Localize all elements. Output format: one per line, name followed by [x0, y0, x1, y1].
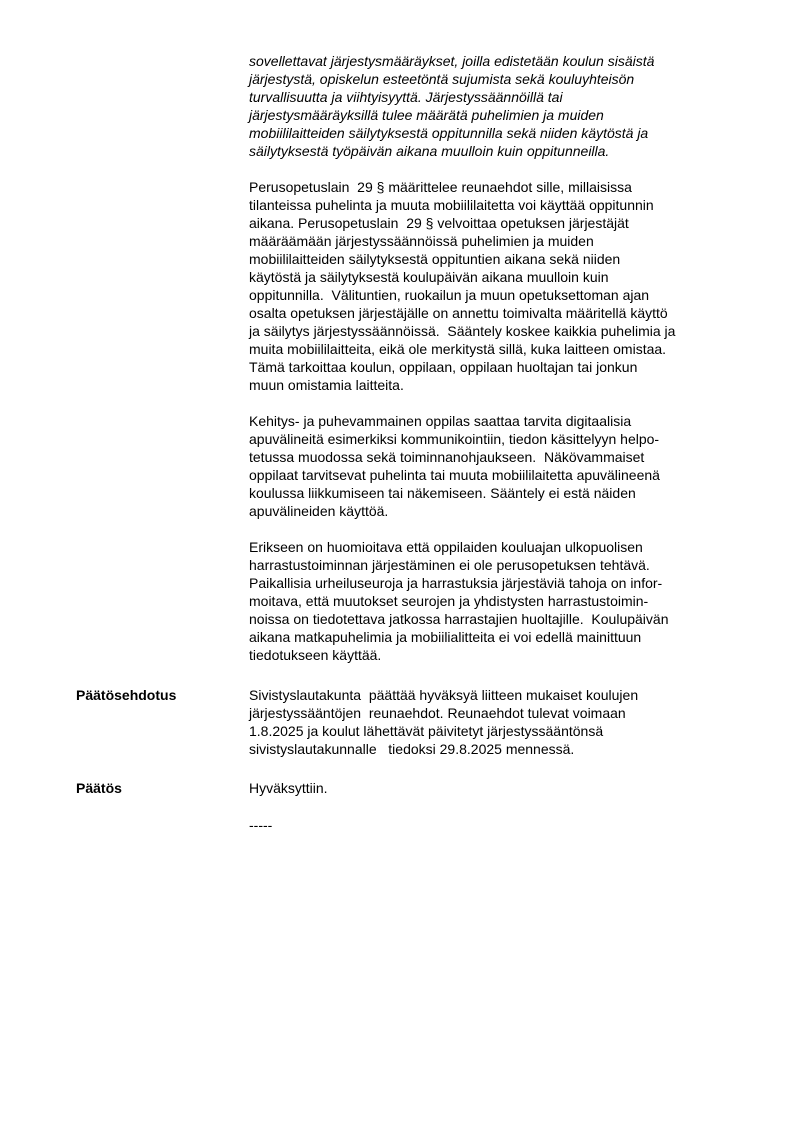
text-line: noissa on tiedotettava jatkossa harrastajien huoltajille. Koulupäivän	[249, 611, 669, 627]
decision-text: Hyväksyttiin.	[249, 780, 328, 796]
text-line: apuvälineitä esimerkiksi kommunikointiin, tiedon käsittelyyn helpo-	[249, 431, 660, 447]
text-line: harrastustoiminnan järjestäminen ei ole perusopetuksen tehtävä.	[249, 557, 650, 573]
text-line: järjestyssääntöjen reunaehdot. Reunaehdot tulevat voimaan	[249, 705, 626, 721]
text-line: aikana. Perusopetuslain 29 § velvoittaa opetuksen järjestäjät	[249, 215, 629, 231]
text-line: järjestysmääräyksillä tulee määrätä puhelimien ja muiden	[249, 107, 604, 123]
text-line: tetussa muodossa sekä toiminnanohjaukseen. Näkövammaiset	[249, 449, 645, 465]
text-line: apuvälineiden käyttöä.	[249, 503, 389, 519]
text-line: Kehitys- ja puhevammainen oppilas saattaa tarvita digitaalisia	[249, 413, 632, 429]
text-line: 1.8.2025 ja koulut lähettävät päivitetyt järjestyssääntönsä	[249, 723, 604, 739]
text-line: tiedotukseen käyttää.	[249, 647, 382, 663]
text-line: järjestystä, opiskelun esteetöntä sujumista sekä kouluyhteisön	[249, 71, 635, 87]
text-line: Sivistyslautakunta päättää hyväksyä liitteen mukaiset koulujen	[249, 687, 639, 703]
proposal-label: Päätösehdotus	[76, 687, 177, 703]
text-line: määräämään järjestyssäännöissä puhelimien ja muiden	[249, 233, 594, 249]
text-line: koulussa liikkumiseen tai näkemiseen. Sääntely ei estä näiden	[249, 485, 636, 501]
text-line: mobiililaitteiden säilytyksestä oppitunnilla sekä niiden käytöstä ja	[249, 125, 649, 141]
text-line: oppilaat tarvitsevat puhelinta tai muuta mobiililaitetta apuvälineenä	[249, 467, 660, 483]
end-mark: -----	[249, 817, 273, 833]
text-line: Tämä tarkoittaa koulun, oppilaan, oppilaan huoltajan tai jonkun	[249, 359, 638, 375]
text-line: mobiililaitteiden säilytyksestä oppituntien aikana sekä niiden	[249, 251, 621, 267]
text-line: ja säilytys järjestyssäännöissä. Sääntely koskee kaikkia puhelimia ja	[249, 323, 676, 339]
text-line: Perusopetuslain 29 § määrittelee reunaehdot sille, millaisissa	[249, 179, 632, 195]
text-line: aikana matkapuhelimia ja mobiilialitteita ei voi edellä mainittuun	[249, 629, 642, 645]
text-line: osalta opetuksen järjestäjälle on annettu toimivalta määritellä käyttö	[249, 305, 668, 321]
text-line: moitava, että muutokset seurojen ja yhdistysten harrastustoimin-	[249, 593, 649, 609]
text-line: sivistyslautakunnalle tiedoksi 29.8.2025 mennessä.	[249, 741, 575, 757]
text-line: sovellettavat järjestysmääräykset, joilla edistetään koulun sisäistä	[249, 53, 655, 69]
decision-label: Päätös	[76, 780, 122, 796]
text-line: muita mobiililaitteita, eikä ole merkitystä sillä, kuka laitteen omistaa.	[249, 341, 667, 357]
text-line: muun omistamia laitteita.	[249, 377, 404, 393]
text-line: säilytyksestä työpäivän aikana muulloin kuin oppitunneilla.	[249, 143, 610, 159]
text-line: oppitunnilla. Välituntien, ruokailun ja muun opetuksettoman ajan	[249, 287, 650, 303]
text-line: Paikallisia urheiluseuroja ja harrastuksia järjestäviä tahoja on infor-	[249, 575, 663, 591]
text-line: käytöstä ja säilytyksestä koulupäivän aikana muulloin kuin	[249, 269, 609, 285]
text-line: Erikseen on huomioitava että oppilaiden kouluajan ulkopuolisen	[249, 539, 643, 555]
text-line: turvallisuutta ja viihtyisyyttä. Järjestyssäännöillä tai	[249, 89, 563, 105]
text-line: tilanteissa puhelinta ja muuta mobiililaitetta voi käyttää oppitunnin	[249, 197, 654, 213]
